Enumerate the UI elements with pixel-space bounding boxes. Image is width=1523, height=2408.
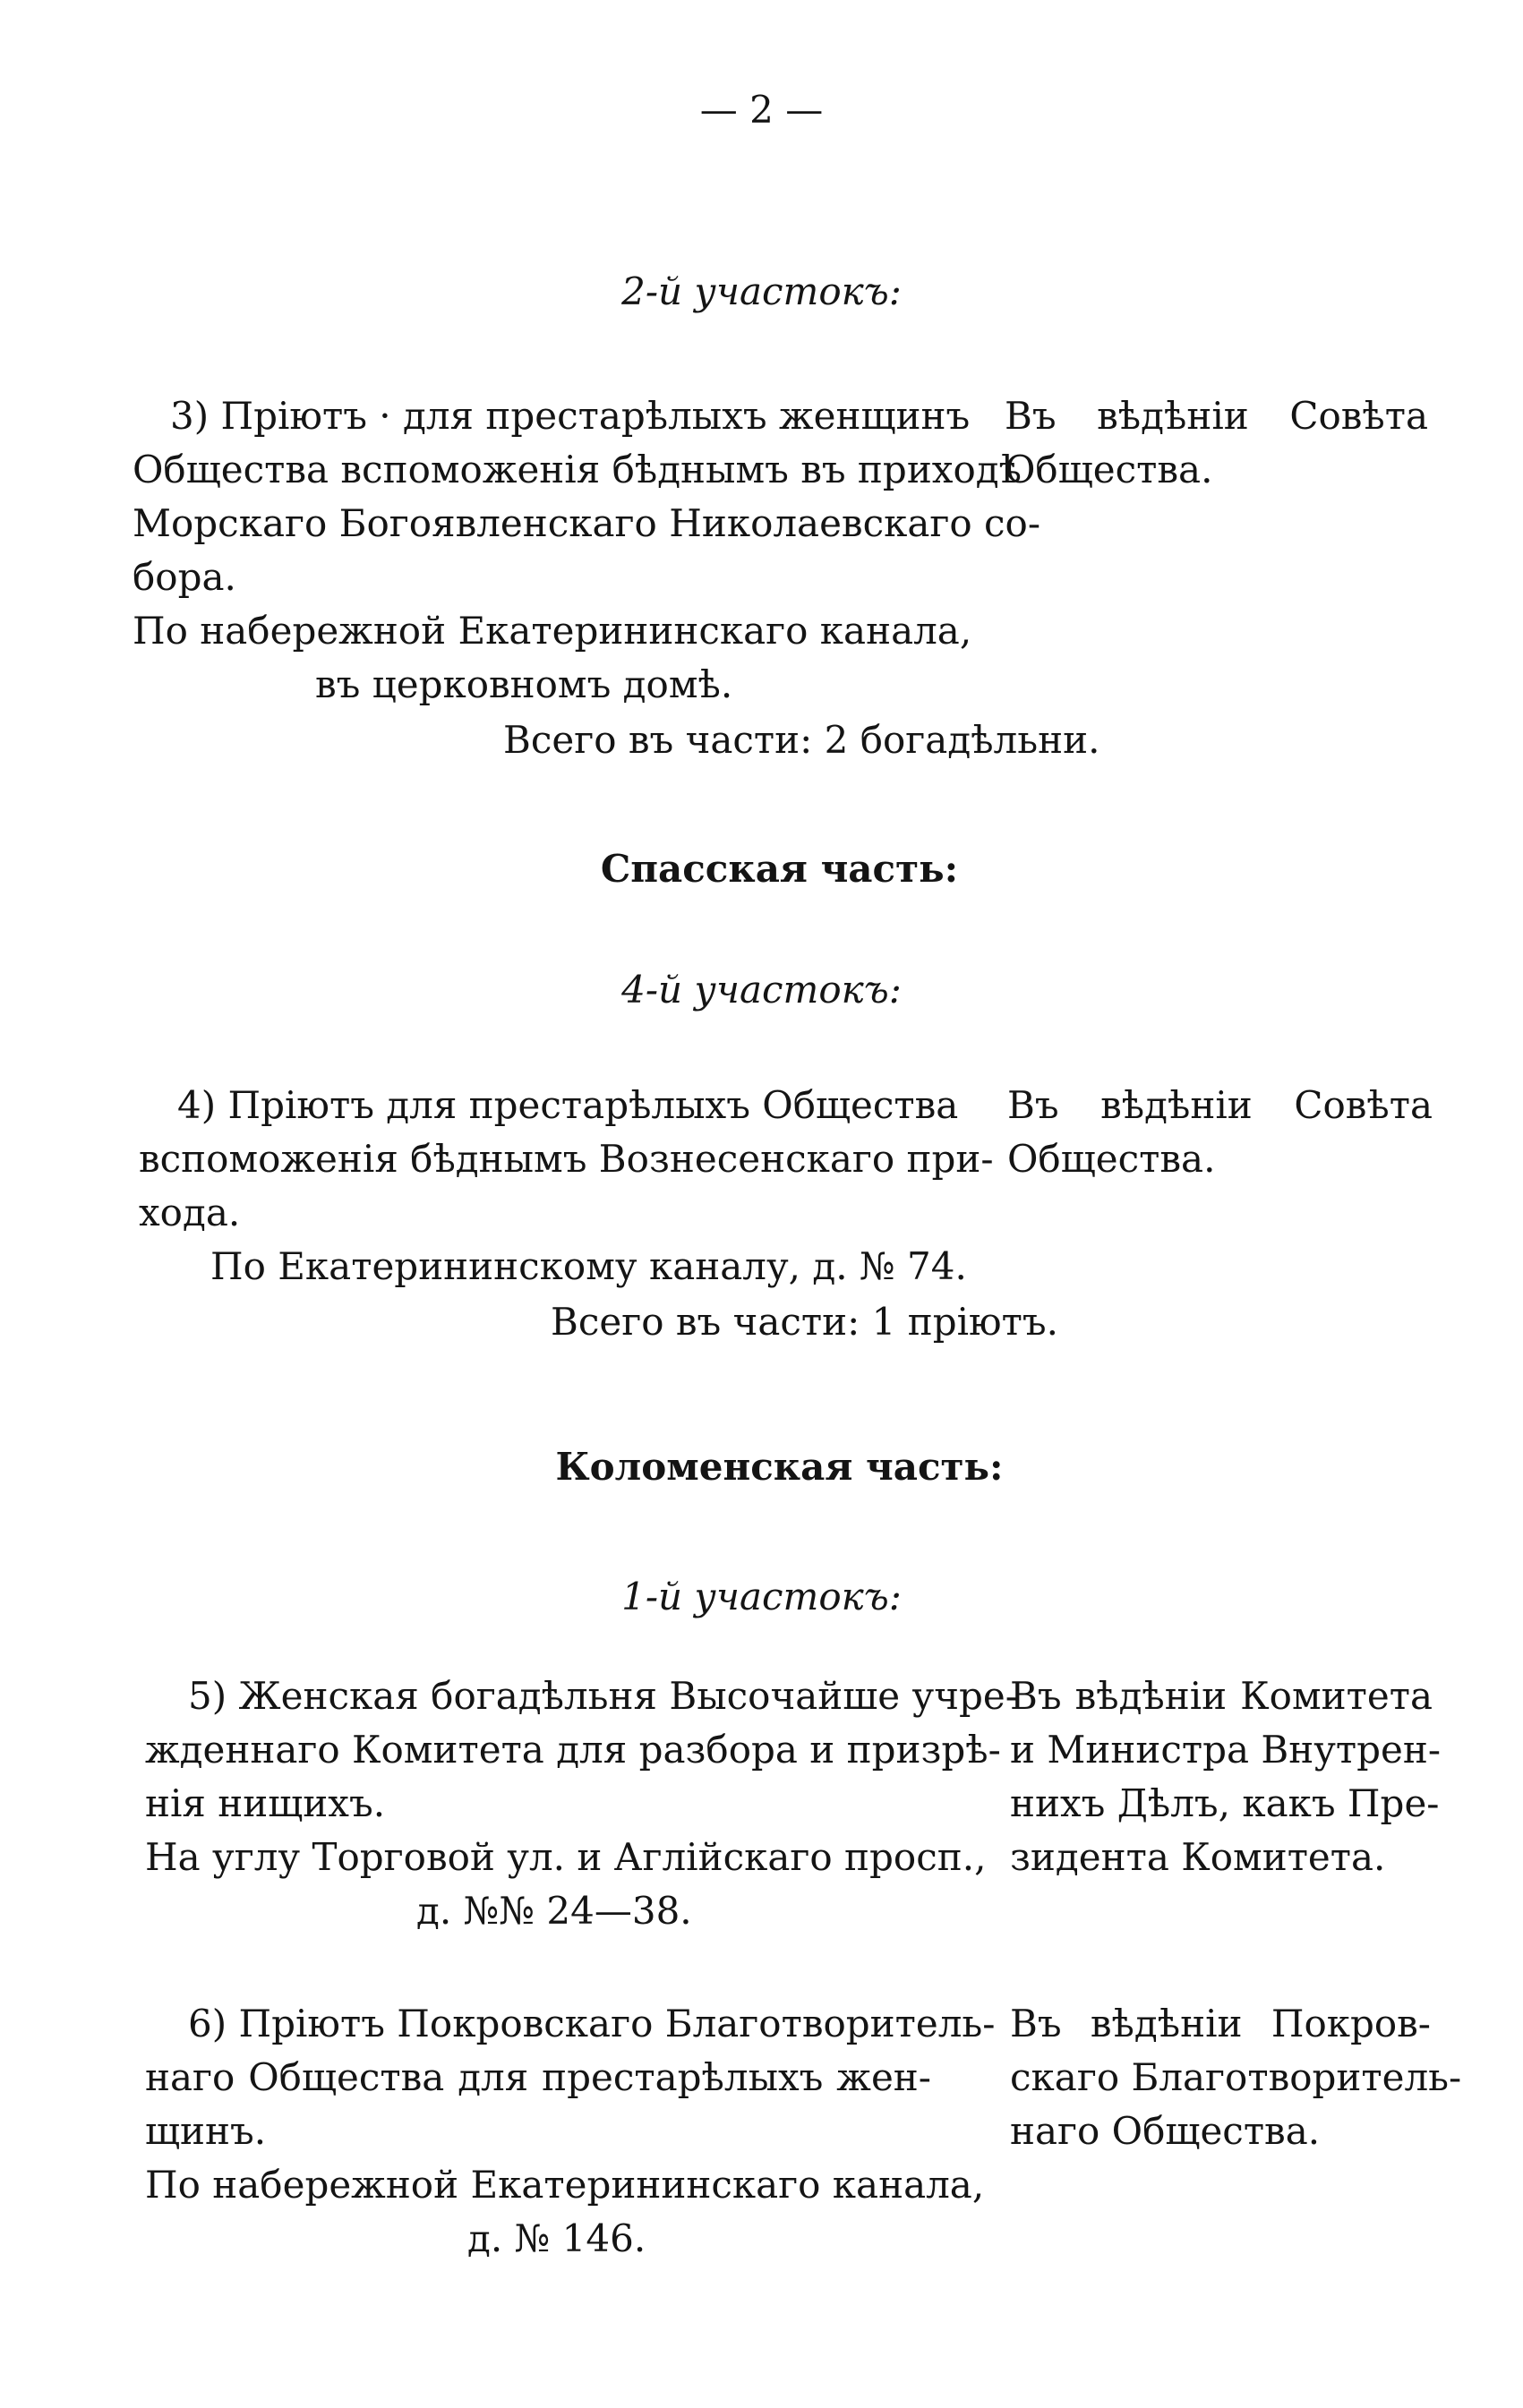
section-heading-spasskaya: Спасская часть: [600, 847, 959, 891]
entry-side-note: нихъ Дѣлъ, какъ Пре- [1010, 1781, 1440, 1825]
entry-line: бора. [133, 555, 236, 599]
entry-side-note: Общества. [1007, 1137, 1216, 1181]
entry-line: наго Общества для престарѣлыхъ жен- [145, 2055, 931, 2099]
section-total: Всего въ части: 1 пріютъ. [551, 1300, 1058, 1344]
entry-address: На углу Торговой ул. и Аглійскаго просп., [145, 1835, 987, 1879]
entry-address: д. №№ 24—38. [416, 1889, 692, 1933]
entry-side-note: Въ вѣдѣніи Покров- [1010, 2002, 1431, 2045]
entry-line: щинъ. [145, 2109, 267, 2153]
entry-line: 4) Пріютъ для престарѣлыхъ Общества [177, 1083, 959, 1127]
entry-line: хода. [139, 1191, 241, 1234]
entry-line: нія нищихъ. [145, 1781, 386, 1825]
entry-side-note: зидента Комитета. [1010, 1835, 1386, 1879]
entry-line: Общества вспоможенія бѣднымъ въ приходѣ [133, 448, 1022, 491]
entry-side-note: наго Общества. [1010, 2109, 1321, 2153]
entry-side-note: Общества. [1005, 448, 1213, 491]
entry-side-note: Въ вѣдѣніи Комитета [1010, 1674, 1433, 1718]
section-heading-uchastok-1: 1-й участокъ: [621, 1575, 902, 1618]
entry-side-note: Въ вѣдѣніи Совѣта [1005, 394, 1428, 438]
section-heading-uchastok-2: 2-й участокъ: [621, 269, 902, 313]
entry-side-note: скаго Благотворитель- [1010, 2055, 1462, 2099]
entry-line: Морскаго Богоявленскаго Николаевскаго со- [133, 501, 1041, 545]
entry-line: вспоможенія бѣднымъ Вознесенскаго при- [139, 1137, 994, 1181]
entry-address: въ церковномъ домѣ. [315, 662, 733, 706]
section-heading-kolomenskaya: Коломенская часть: [555, 1445, 1004, 1489]
entry-address: По набережной Екатерининскаго канала, [145, 2163, 985, 2207]
entry-address: По Екатерининскому каналу, д. № 74. [210, 1244, 967, 1288]
entry-side-note: и Министра Внутрен- [1010, 1728, 1442, 1772]
entry-address: По набережной Екатерининскаго канала, [133, 609, 972, 653]
entry-line: жденнаго Комитета для разбора и призрѣ- [145, 1728, 1001, 1772]
page-number: — 2 — [699, 88, 824, 132]
entry-line: 6) Пріютъ Покровскаго Благотворитель- [188, 2002, 996, 2045]
section-total: Всего въ части: 2 богадѣльни. [503, 718, 1100, 762]
entry-line: 3) Пріютъ · для престарѣлыхъ женщинъ [170, 394, 971, 438]
entry-line: 5) Женская богадѣльня Высочайше учре- [188, 1674, 1018, 1718]
entry-address: д. № 146. [467, 2216, 646, 2260]
entry-side-note: Въ вѣдѣніи Совѣта [1007, 1083, 1433, 1127]
section-heading-uchastok-4: 4-й участокъ: [621, 968, 902, 1012]
